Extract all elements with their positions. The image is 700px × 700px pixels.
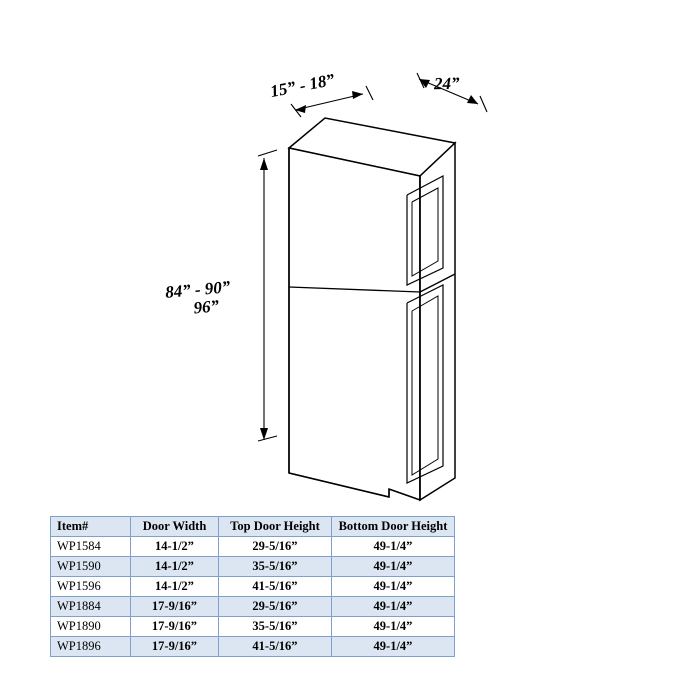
column-header-door-width: Door Width — [131, 517, 219, 537]
cell-bottom-door-height: 49-1/4” — [332, 537, 455, 557]
column-header-item: Item# — [51, 517, 131, 537]
table-row — [51, 557, 455, 577]
cell-item: WP1590 — [51, 557, 131, 577]
cabinet-body — [289, 118, 455, 500]
cell-top-door-height: 29-5/16” — [219, 537, 332, 557]
table-header-row — [51, 517, 455, 537]
column-header-top-door-height: Top Door Height — [219, 517, 332, 537]
dimension-label-height — [165, 278, 233, 319]
table-row — [51, 637, 455, 657]
table-header — [51, 517, 455, 537]
cell-item: WP1596 — [51, 577, 131, 597]
cell-door-width: 14-1/2” — [131, 557, 219, 577]
cell-bottom-door-height: 49-1/4” — [332, 637, 455, 657]
column-header-bottom-door-height: Bottom Door Height — [332, 517, 455, 537]
cell-door-width: 14-1/2” — [131, 537, 219, 557]
table-body — [51, 537, 455, 657]
cell-top-door-height: 35-5/16” — [219, 557, 332, 577]
cell-bottom-door-height: 49-1/4” — [332, 597, 455, 617]
cell-top-door-height: 29-5/16” — [219, 597, 332, 617]
cell-bottom-door-height: 49-1/4” — [332, 577, 455, 597]
cell-item: WP1896 — [51, 637, 131, 657]
dimension-height — [258, 150, 277, 441]
cell-door-width: 17-9/16” — [131, 617, 219, 637]
table-row — [51, 617, 455, 637]
table-row — [51, 577, 455, 597]
table-row — [51, 537, 455, 557]
cell-door-width: 14-1/2” — [131, 577, 219, 597]
cell-door-width: 17-9/16” — [131, 597, 219, 617]
cell-top-door-height: 35-5/16” — [219, 617, 332, 637]
cell-top-door-height: 41-5/16” — [219, 577, 332, 597]
dimension-label-depth: 24” — [433, 73, 460, 94]
dimension-label-width: 15” - 18” — [268, 69, 337, 102]
specification-table — [50, 516, 455, 657]
cell-item: WP1584 — [51, 537, 131, 557]
cell-bottom-door-height: 49-1/4” — [332, 557, 455, 577]
cell-bottom-door-height: 49-1/4” — [332, 617, 455, 637]
table-row — [51, 597, 455, 617]
cell-item: WP1884 — [51, 597, 131, 617]
cell-item: WP1890 — [51, 617, 131, 637]
cell-top-door-height: 41-5/16” — [219, 637, 332, 657]
cell-door-width: 17-9/16” — [131, 637, 219, 657]
dimension-label-height-line2: 96” — [192, 296, 220, 318]
dimension-label-height-line1: 84” - 90” — [164, 277, 232, 302]
